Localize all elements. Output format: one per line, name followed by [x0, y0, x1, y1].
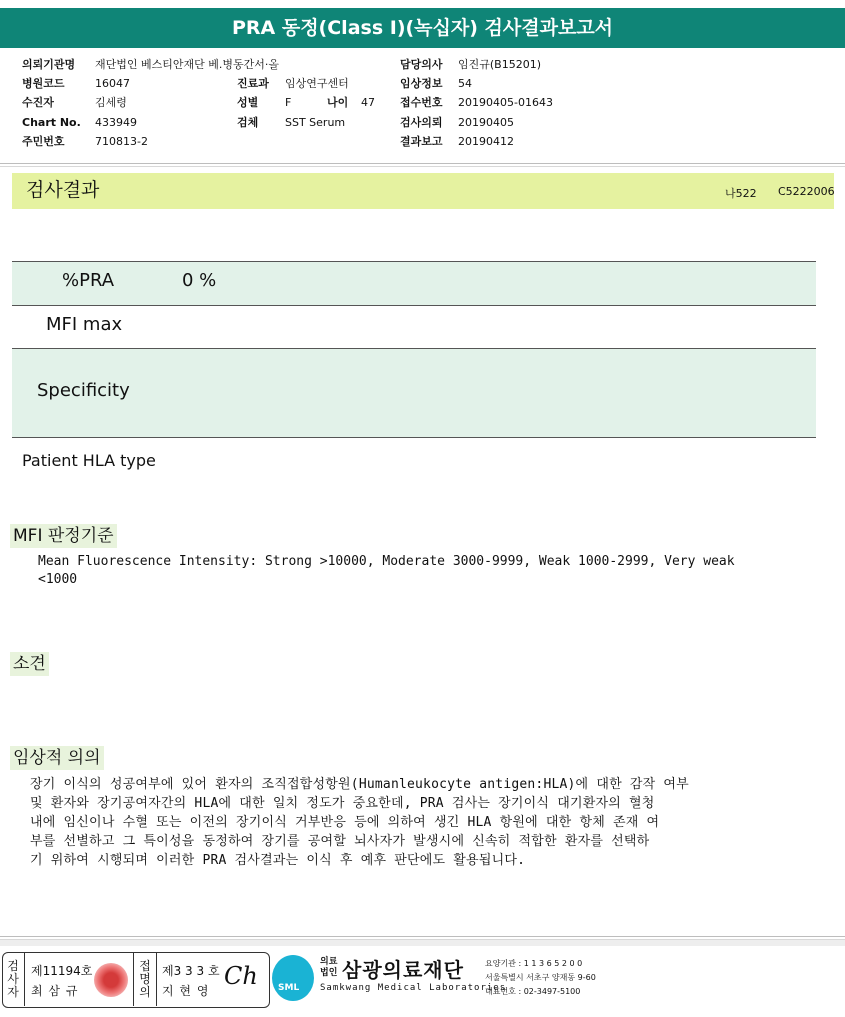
- box-divider: [156, 953, 157, 1006]
- patient-value: 김세령: [95, 96, 127, 109]
- results-section-bar: [12, 173, 834, 209]
- clinical-info-value: 54: [458, 77, 472, 90]
- care-code: 요양기관 : 1 1 3 6 5 2 0 0: [485, 959, 583, 968]
- doctor-value: 임진규(B15201): [458, 58, 541, 71]
- receipt-no-label: 접수번호: [400, 96, 443, 109]
- approver-license: 제3 3 3 호: [162, 964, 220, 978]
- institution-value: 재단법인 베스티안재단 베.병동간서·올: [95, 58, 280, 71]
- clinical-significance-text: [30, 775, 820, 870]
- chart-no-label: Chart No.: [22, 116, 81, 129]
- resident-no-label: 주민번호: [22, 135, 65, 148]
- pra-row: [12, 261, 816, 305]
- table-line: [12, 305, 816, 306]
- result-code-1: 나522: [725, 187, 757, 200]
- phone: 대표번호 : 02-3497-5100: [485, 987, 581, 996]
- inspector-name: 최 삼 규: [31, 984, 79, 998]
- divider: [0, 163, 845, 164]
- department-label: 진료과: [237, 77, 269, 90]
- request-date-value: 20190405: [458, 116, 514, 129]
- resident-no-value: 710813-2: [95, 135, 148, 148]
- report-title: PRA 동정(Class I)(녹십자) 검사결과보고서: [0, 8, 845, 48]
- paragraph-line: 부를 선별하고 그 특이성을 동정하여 장기를 공여할 뇌사자가 발생시에 신속히 적합한 환자를 선택하: [30, 834, 650, 849]
- pra-label: %PRA: [62, 270, 115, 291]
- department-value: 임상연구센터: [285, 77, 349, 90]
- age-value: 47: [361, 96, 375, 109]
- chart-no-value: 433949: [95, 116, 137, 129]
- sml-logo-icon: [272, 955, 314, 1001]
- mfi-criteria-line1: Mean Fluorescence Intensity: Strong >10000, Moderate 3000-9999, Weak 1000-2999, Very weak: [38, 554, 735, 569]
- request-date-label: 검사의뢰: [400, 116, 443, 129]
- org-english: Samkwang Medical Laboratories: [320, 983, 507, 993]
- patient-hla-label: Patient HLA type: [22, 451, 156, 470]
- logo-badge: SML: [278, 983, 300, 993]
- report-date-value: 20190412: [458, 135, 514, 148]
- clinical-info-label: 임상정보: [400, 77, 443, 90]
- result-code-2: C5222006: [778, 185, 835, 198]
- mfi-criteria-title: MFI 판정기준: [10, 524, 117, 548]
- org-name: 삼광의료재단: [342, 958, 464, 982]
- inspector-license: 제11194호: [31, 964, 93, 978]
- box-divider: [24, 953, 25, 1006]
- paragraph-line: 기 위하여 시행되며 이러한 PRA 검사결과는 이식 후 예후 판단에도 활용됩니다.: [30, 853, 526, 868]
- box-divider: [133, 953, 134, 1006]
- hospital-code-value: 16047: [95, 77, 130, 90]
- specificity-label: Specificity: [37, 380, 130, 401]
- inspector-vertical-label: 검 사 자: [7, 959, 19, 999]
- doctor-label: 담당의사: [400, 58, 443, 71]
- findings-title: 소견: [10, 652, 49, 676]
- paragraph-line: 장기 이식의 성공여부에 있어 환자의 조직접합성항원(Humanleukocyte antigen:HLA)에 대한 감작 여부: [30, 777, 689, 792]
- specimen-label: 검체: [237, 116, 259, 129]
- footer-divider: [0, 936, 845, 937]
- patient-label: 수진자: [22, 96, 54, 109]
- footer-shade: [0, 940, 845, 946]
- org-prefix: 의료 법인: [320, 957, 338, 978]
- table-line: [12, 261, 816, 262]
- specificity-row: [12, 348, 816, 437]
- hospital-code-label: 병원코드: [22, 77, 65, 90]
- pra-value: 0 %: [182, 270, 217, 291]
- official-seal-icon: [94, 963, 128, 997]
- institution-label: 의뢰기관명: [22, 58, 76, 71]
- mfi-criteria-line2: <1000: [38, 572, 78, 587]
- report-date-label: 결과보고: [400, 135, 443, 148]
- age-label: 나이: [327, 96, 349, 109]
- results-section-title: 검사결과: [26, 179, 100, 201]
- specimen-value: SST Serum: [285, 116, 346, 129]
- approver-name: 지 현 영: [162, 984, 210, 998]
- receipt-no-value: 20190405-01643: [458, 96, 553, 109]
- address: 서울특별시 서초구 양재동 9-60: [485, 973, 596, 982]
- paragraph-line: 내에 임신이나 수혈 또는 이전의 장기이식 거부반응 등에 의하여 생긴 HLA 항원에 대한 항체 존재 여: [30, 815, 660, 830]
- sex-value: F: [285, 96, 292, 109]
- mfi-max-label: MFI max: [46, 314, 123, 335]
- patient-info-block: [0, 0, 845, 160]
- paragraph-line: 및 환자와 장기공여자간의 HLA에 대한 일치 정도가 중요한데, PRA 검사는 장기이식 대기환자의 혈청: [30, 796, 655, 811]
- table-line: [12, 348, 816, 349]
- approver-vertical-label: 접 명 의: [139, 959, 151, 999]
- signature: Ch: [224, 962, 258, 990]
- clinical-significance-title: 임상적 의의: [10, 746, 104, 770]
- sex-label: 성별: [237, 96, 259, 109]
- divider: [0, 166, 845, 167]
- table-line: [12, 437, 816, 438]
